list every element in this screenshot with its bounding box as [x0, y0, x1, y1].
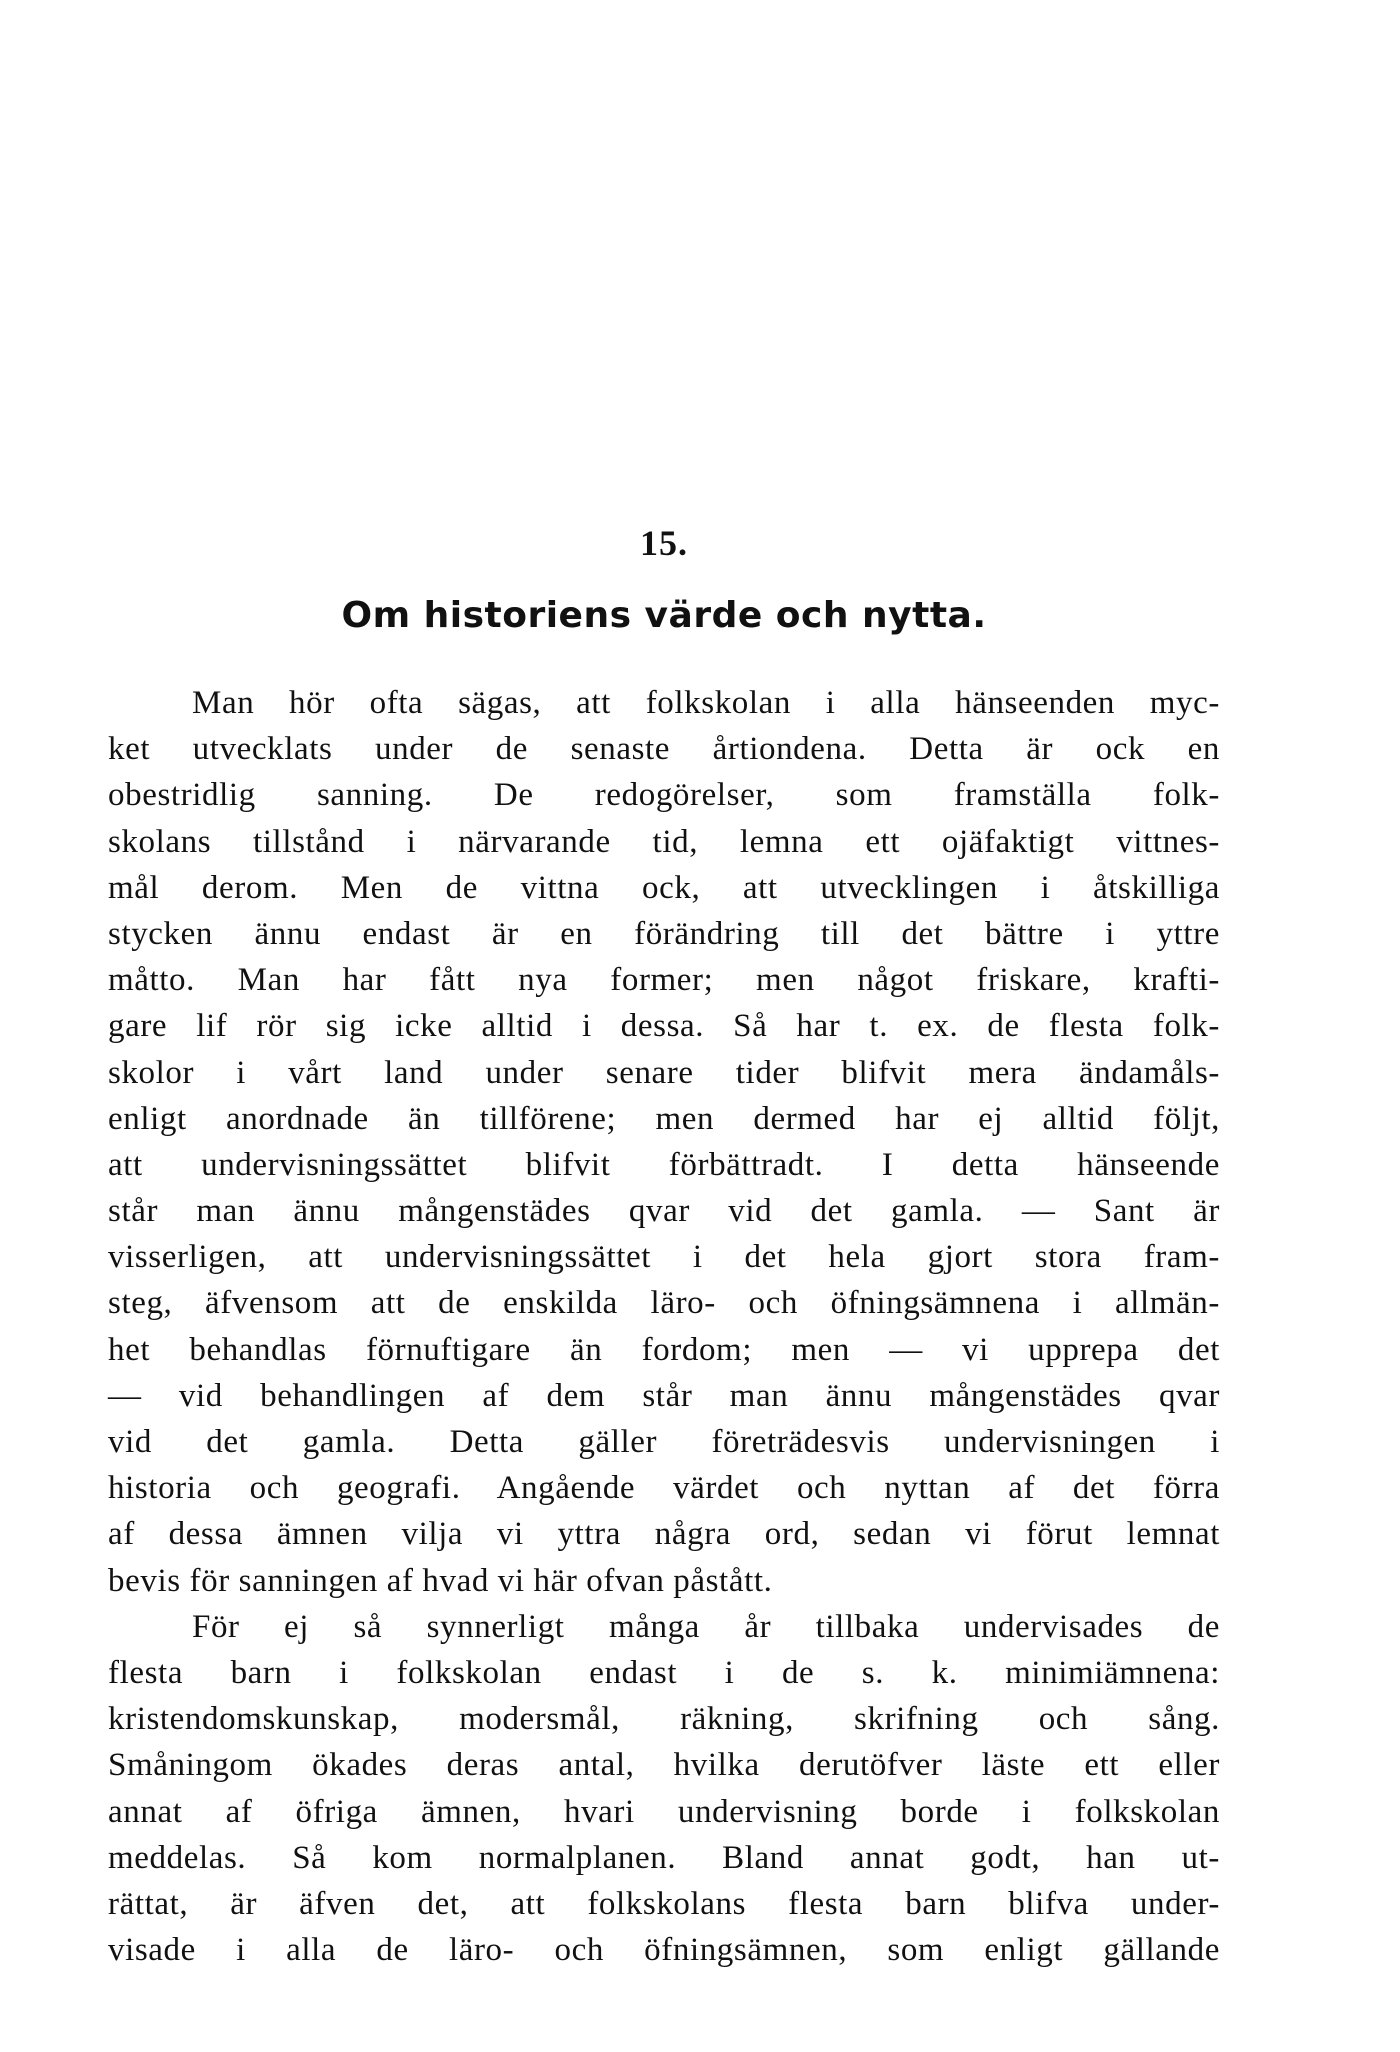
text-line: står man ännu mångenstädes qvar vid det gamla. — Sant är: [108, 1193, 1220, 1230]
text-line: skolans tillstånd i närvarande tid, lemna ett ojäfaktigt vittnes-: [108, 823, 1220, 860]
text-line: — vid behandlingen af dem står man ännu mångenstädes qvar: [108, 1377, 1220, 1414]
text-line: skolor i vårt land under senare tider blifvit mera ändamåls-: [108, 1054, 1220, 1091]
body-text: [108, 680, 1220, 1973]
text-line: meddelas. Så kom normalplanen. Bland annat godt, han ut-: [108, 1839, 1220, 1876]
paragraph-1: [108, 680, 1220, 1604]
text-line: Man hör ofta sägas, att folkskolan i alla hänseenden myc-: [192, 685, 1220, 721]
text-line: steg, äfvensom att de enskilda läro- och öfningsämnena i allmän-: [108, 1285, 1220, 1322]
text-line: visserligen, att undervisningssättet i det hela gjort stora fram-: [108, 1239, 1220, 1276]
text-line: gare lif rör sig icke alltid i dessa. Så har t. ex. de flesta folk-: [108, 1008, 1220, 1045]
text-line: Småningom ökades deras antal, hvilka derutöfver läste ett eller: [108, 1747, 1220, 1784]
text-line: vid det gamla. Detta gäller företrädesvis undervisningen i: [108, 1424, 1220, 1460]
text-line: att undervisningssättet blifvit förbättradt. I detta hänseende: [108, 1146, 1220, 1183]
text-line: För ej så synnerligt många år tillbaka undervisades de: [192, 1608, 1220, 1645]
chapter-number: 15.: [640, 523, 688, 563]
text-line: af dessa ämnen vilja vi yttra några ord, sedan vi förut lemnat: [108, 1516, 1220, 1553]
text-line: mål derom. Men de vittna ock, att utvecklingen i åtskilliga: [108, 869, 1220, 906]
text-line: kristendomskunskap, modersmål, räkning, skrifning och sång.: [108, 1701, 1220, 1738]
text-line: flesta barn i folkskolan endast i de s. k. minimiämnena:: [108, 1654, 1220, 1691]
text-line: obestridlig sanning. De redogörelser, som framställa folk-: [108, 777, 1220, 814]
text-line: ket utvecklats under de senaste årtiondena. Detta är ock en: [108, 731, 1220, 768]
chapter-title: Om historiens värde och nytta.: [341, 595, 987, 636]
text-line: annat af öfriga ämnen, hvari undervisning borde i folkskolan: [108, 1793, 1220, 1830]
paragraph-2: [108, 1604, 1220, 1974]
text-line: enligt anordnade än tillförene; men dermed har ej alltid följt,: [108, 1100, 1220, 1137]
text-line: bevis för sanningen af hvad vi här ofvan påstått.: [108, 1562, 773, 1599]
text-line: rättat, är äfven det, att folkskolans flesta barn blifva under-: [108, 1885, 1220, 1922]
text-line: historia och geografi. Angående värdet och nyttan af det förra: [108, 1470, 1220, 1507]
text-line: het behandlas förnuftigare än fordom; men — vi upprepa det: [108, 1331, 1220, 1368]
text-line: visade i alla de läro- och öfningsämnen, som enligt gällande: [108, 1932, 1220, 1969]
text-line: stycken ännu endast är en förändring till det bättre i yttre: [108, 915, 1220, 952]
book-page: [108, 0, 1220, 2052]
text-line: måtto. Man har fått nya former; men något friskare, krafti-: [108, 962, 1220, 999]
